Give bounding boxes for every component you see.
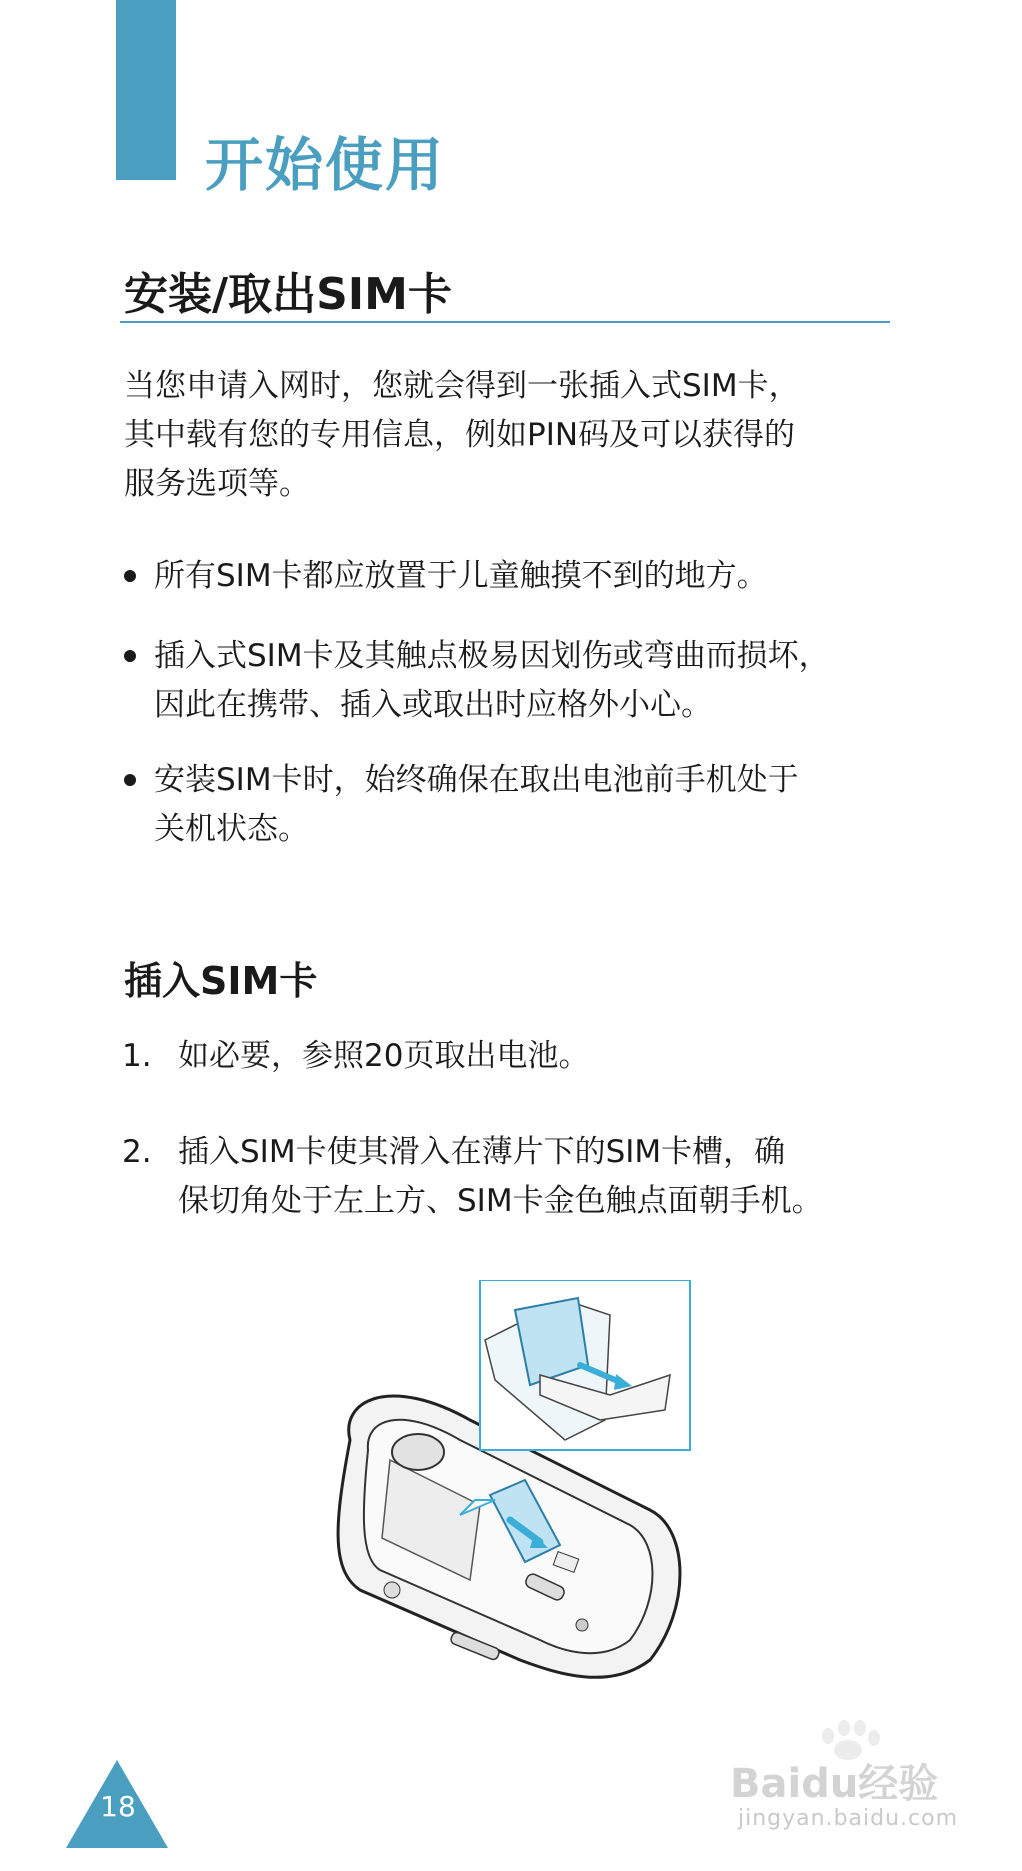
bullet-line: 因此在携带、插入或取出时应格外小心。	[154, 687, 712, 723]
bullet-line: 关机状态。	[154, 811, 309, 847]
intro-line: 当您申请入网时，您就会得到一张插入式SIM卡，	[124, 368, 800, 404]
chapter-tab-marker	[116, 0, 176, 180]
bullet-dot-icon	[124, 774, 136, 786]
intro-line: 其中载有您的专用信息，例如PIN码及可以获得的	[124, 417, 796, 453]
bullet-item	[124, 756, 894, 854]
bullet-line: 插入式SIM卡及其触点极易因划伤或弯曲而损坏，	[154, 638, 830, 674]
watermark-url: jingyan.baidu.com	[738, 1806, 959, 1831]
sim-insertion-illustration	[320, 1280, 700, 1690]
step-item	[122, 1128, 823, 1226]
section-divider	[120, 321, 890, 323]
subsection-title: 插入SIM卡	[124, 959, 318, 1003]
bullet-dot-icon	[124, 650, 136, 662]
chapter-title: 开始使用	[205, 131, 446, 199]
watermark-brand: Baidu经验	[730, 1761, 939, 1807]
intro-line: 服务选项等。	[124, 466, 310, 502]
page-number: 18	[100, 1790, 136, 1823]
bullet-item	[124, 552, 894, 601]
bullet-dot-icon	[124, 570, 136, 582]
bullet-line: 所有SIM卡都应放置于儿童触摸不到的地方。	[154, 558, 768, 594]
step-line: 如必要，参照20页取出电池。	[178, 1038, 590, 1074]
intro-paragraph	[124, 362, 894, 509]
step-line: 保切角处于左上方、SIM卡金色触点面朝手机。	[178, 1183, 823, 1219]
bullet-item	[124, 632, 894, 730]
step-line: 插入SIM卡使其滑入在薄片下的SIM卡槽，确	[178, 1134, 786, 1170]
step-number: 2.	[122, 1134, 152, 1170]
step-item	[122, 1032, 589, 1081]
bullet-line: 安装SIM卡时，始终确保在取出电池前手机处于	[154, 762, 799, 798]
section-title: 安装/取出SIM卡	[124, 269, 452, 320]
step-number: 1.	[122, 1038, 152, 1074]
